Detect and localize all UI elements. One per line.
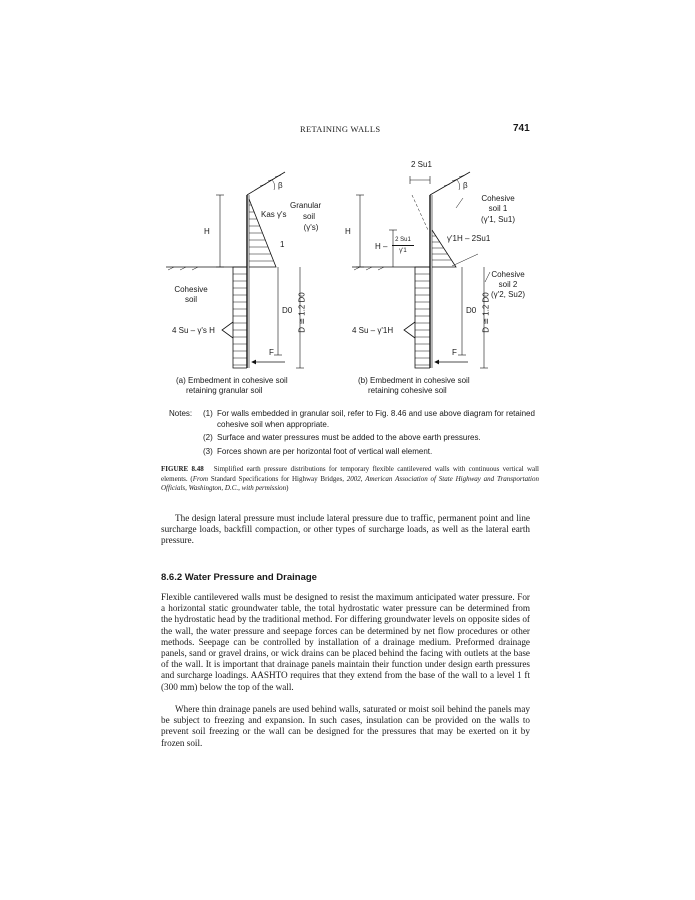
- right-cohesive1-label: Cohesive: [481, 194, 515, 203]
- left-pressure-label: 4 Su – γ's H: [172, 326, 215, 335]
- left-gamma-label: (γ's): [303, 223, 319, 232]
- note-number: (1): [203, 409, 213, 418]
- left-granular-label: Granular: [290, 201, 322, 210]
- right-pressure-label: 4 Su – γ'1H: [352, 326, 394, 335]
- page-number: 741: [513, 123, 530, 134]
- right-beta-label: β: [463, 181, 468, 190]
- left-d0-label: D0: [282, 306, 293, 315]
- caption-label: FIGURE 8.48: [161, 465, 204, 473]
- caption-source-mid: Standard Specifications for Highway Bridges,: [208, 474, 347, 483]
- figure-notes: [169, 409, 549, 457]
- right-notch: [404, 322, 415, 338]
- right-soil1-label: soil 1: [488, 204, 508, 213]
- note-text: Surface and water pressures must be added to the above earth pressures.: [217, 433, 481, 442]
- notes-label: Notes:: [169, 409, 193, 418]
- left-beta-label: β: [278, 181, 283, 190]
- right-passive-hatch: [415, 274, 430, 365]
- left-notch: [222, 322, 233, 338]
- right-caption-line1: (b) Embedment in cohesive soil: [358, 376, 470, 385]
- body-paragraph-2: Flexible cantilevered walls must be designed to resist the maximum anticipated water pressure. For a horizontal static groundwater table, the total hydrostatic water pressure can be determined from the hydrostatic head by the traditional method. For differing groundwater levels on opposite sides of the wall, the water pressure and seepage forces can be determined by net flow procedures or other methods. Seepage can be controlled by installation of a drainage medium. Preformed drainage panels, sand or gravel drains, or wick drains can be placed behind the facing with outlets at the base of the wall. It is important that drainage panels maintain their function under design earth pressures and surcharge loadings. AASHTO requires that they extend from the base of the wall to a level 1 ft (300 mm) below the top of the wall.: [161, 592, 530, 692]
- note-3: [169, 447, 549, 458]
- note-2: [169, 433, 549, 444]
- left-h-label: H: [204, 227, 210, 236]
- right-expr-label: γ'1H – 2Su1: [447, 234, 491, 243]
- right-cohesive2-label: Cohesive: [491, 270, 525, 279]
- left-passive-block: [233, 267, 247, 368]
- running-title: RETAINING WALLS: [300, 124, 381, 134]
- section-heading: 8.6.2 Water Pressure and Drainage: [161, 572, 317, 583]
- right-h-expr-label: H –: [375, 242, 388, 251]
- note-number: (3): [203, 446, 213, 456]
- right-caption-line2: retaining cohesive soil: [368, 386, 447, 395]
- note-text: Forces shown are per horizontal foot of vertical wall element.: [217, 446, 433, 456]
- left-soil-b-label: soil: [184, 295, 197, 304]
- right-gamma1-label: (γ'1, Su1): [481, 215, 515, 224]
- note-1: [169, 409, 549, 430]
- figure-drawing: [160, 150, 540, 400]
- left-kas-label: Kas γ's: [261, 210, 287, 219]
- note-text: For walls embedded in granular soil, refer to Fig. 8.46 and use above diagram for retained cohesive soil when appropriate.: [217, 409, 535, 429]
- body-paragraph-3: Where thin drainage panels are used behind walls, saturated or moist soil behind the panels may be subject to freezing and expansion. In such cases, insulation can be provided on the walls to prevent soil freezing or the wall can be designed for the pressures that may be exerted on it by frozen soil.: [161, 704, 530, 748]
- right-soil2-label: soil 2: [498, 280, 518, 289]
- left-caption-line1: (a) Embedment in cohesive soil: [176, 376, 288, 385]
- caption-source-prefix: From: [192, 474, 209, 483]
- caption-close: ): [286, 484, 289, 492]
- right-frac-num: 2 Su1: [392, 236, 414, 246]
- right-d0-label: D0: [466, 306, 477, 315]
- right-h-label: H: [345, 227, 351, 236]
- right-f-label: F: [452, 348, 457, 357]
- left-one-label: 1: [280, 240, 285, 249]
- caption-text: Simplified earth pressure distributions for temporary flexible cantilevered walls with continuous vertical wall elements. (: [161, 465, 539, 483]
- left-d-label: D ≅ 1.2 D0: [297, 292, 307, 333]
- right-frac-den: γ'1: [399, 248, 407, 254]
- figure-caption: [161, 465, 539, 494]
- left-passive-hatch: [233, 274, 247, 365]
- right-top-label: 2 Su1: [411, 160, 432, 169]
- right-passive-block: [415, 267, 430, 368]
- figure-8-48: [160, 150, 540, 400]
- left-f-label: F: [269, 348, 274, 357]
- body-paragraph-1: The design lateral pressure must include lateral pressure due to traffic, permanent point and line surcharge loads, backfill compaction, or other types of surcharge loads, as well as the lateral earth pressure.: [161, 513, 530, 546]
- note-number: (2): [203, 433, 213, 442]
- left-soil-label: soil: [302, 212, 315, 221]
- left-cohesive-label: Cohesive: [174, 285, 208, 294]
- right-gamma2-label: (γ'2, Su2): [491, 290, 525, 299]
- right-d-label: D ≅ 1.2 D0: [481, 292, 491, 333]
- left-caption-line2: retaining granular soil: [186, 386, 263, 395]
- running-head: [0, 124, 695, 138]
- caption-source-rest: 2002, American Association of State Highway and Transportation Officials, Washington, D.C., with permission: [161, 474, 539, 492]
